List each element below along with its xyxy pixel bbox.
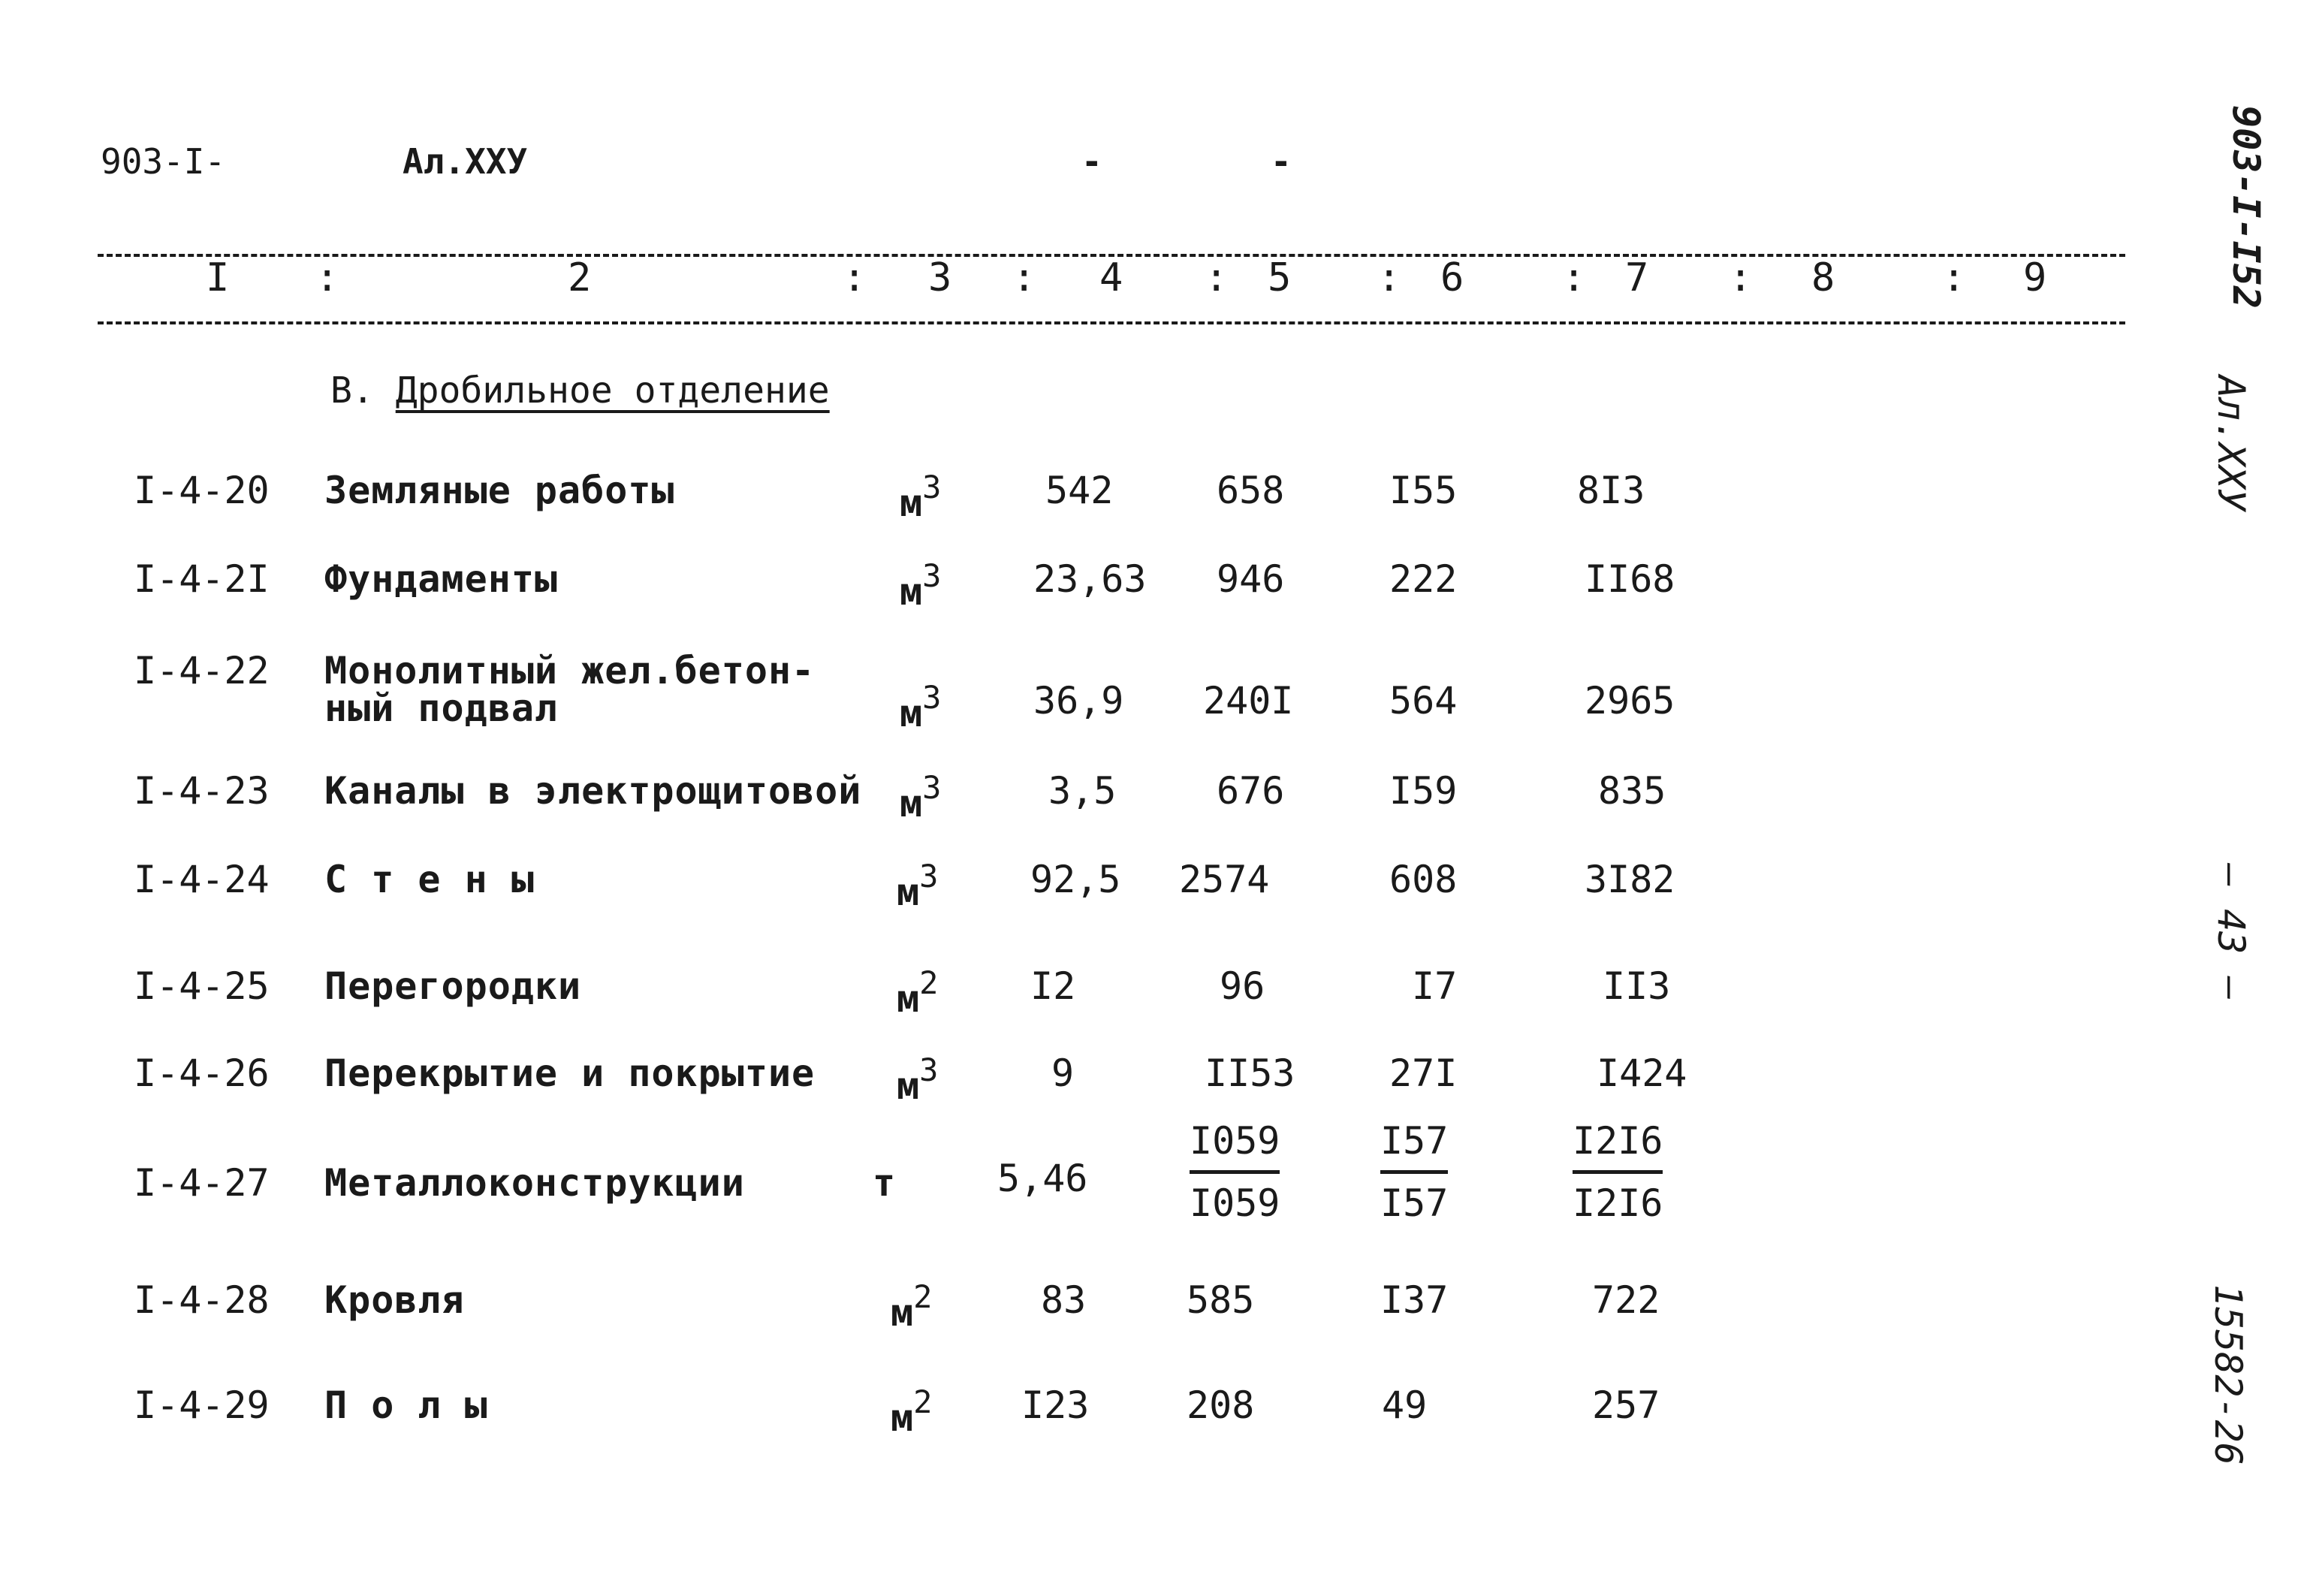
cost-column-5: 208 bbox=[1187, 1383, 1255, 1427]
item-code: I-4-22 bbox=[134, 649, 270, 692]
column-separator: : bbox=[1942, 255, 1966, 300]
unit: $м^3$ bbox=[900, 557, 942, 614]
cost-column-5: 585 bbox=[1187, 1278, 1255, 1322]
column-number-1: I bbox=[206, 255, 230, 300]
header-rule-bottom bbox=[98, 321, 2125, 324]
cost-column-7: 722 bbox=[1592, 1278, 1660, 1322]
item-code: I-4-29 bbox=[134, 1383, 270, 1427]
quantity: 9 bbox=[1051, 1051, 1075, 1095]
column-separator: : bbox=[843, 255, 867, 300]
unit: $м^2$ bbox=[897, 964, 939, 1021]
item-name: Металлоконструкции bbox=[324, 1161, 745, 1205]
section-title: Дробильное отделение bbox=[395, 370, 830, 412]
unit: $м^3$ bbox=[900, 769, 942, 825]
item-name: Перегородки bbox=[324, 964, 582, 1008]
cost-column-7: 3I82 bbox=[1585, 858, 1675, 901]
cost-column-7: $\frac{I2I6}{I2I6}$ bbox=[1573, 1119, 1663, 1225]
cost-column-5: 946 bbox=[1217, 557, 1285, 601]
header-dash-1: - bbox=[1081, 141, 1102, 182]
item-name: Каналы в электрощитовой bbox=[324, 769, 862, 813]
item-code: I-4-24 bbox=[134, 858, 270, 901]
margin-stamp: 903-I-I52 bbox=[2224, 105, 2268, 309]
cost-column-6: 49 bbox=[1382, 1383, 1428, 1427]
cost-column-6: I37 bbox=[1380, 1278, 1449, 1322]
cost-column-5: $\frac{I059}{I059}$ bbox=[1190, 1119, 1280, 1225]
column-separator: : bbox=[315, 255, 339, 300]
column-number-4: 4 bbox=[1099, 255, 1123, 300]
cost-column-7: II68 bbox=[1585, 557, 1675, 601]
cost-column-6: I59 bbox=[1389, 769, 1458, 813]
column-separator: : bbox=[1562, 255, 1586, 300]
table-row bbox=[0, 1278, 2178, 1346]
column-number-3: 3 bbox=[928, 255, 952, 300]
cost-column-7: 8I3 bbox=[1577, 469, 1645, 512]
unit: $м^3$ bbox=[897, 1051, 939, 1108]
column-number-8: 8 bbox=[1811, 255, 1835, 300]
cost-column-5: 676 bbox=[1217, 769, 1285, 813]
column-number-2: 2 bbox=[568, 255, 592, 300]
quantity: 83 bbox=[1041, 1278, 1087, 1322]
item-code: I-4-25 bbox=[134, 964, 270, 1008]
cost-column-6: 608 bbox=[1389, 858, 1458, 901]
table-row bbox=[0, 469, 2178, 536]
column-separator: : bbox=[1205, 255, 1229, 300]
column-number-7: 7 bbox=[1625, 255, 1649, 300]
quantity: I23 bbox=[1021, 1383, 1090, 1427]
table-row bbox=[0, 1119, 2178, 1242]
column-number-9: 9 bbox=[2023, 255, 2047, 300]
unit: $м^3$ bbox=[897, 858, 939, 914]
item-name-line-2: ный подвал bbox=[324, 686, 559, 730]
table-row bbox=[0, 649, 2178, 769]
cost-column-5: 2574 bbox=[1179, 858, 1270, 901]
item-code: I-4-27 bbox=[134, 1161, 270, 1205]
unit: $м^3$ bbox=[900, 469, 942, 525]
margin-album: Ал.ХХУ bbox=[2209, 376, 2253, 511]
unit: $м^2$ bbox=[891, 1278, 933, 1335]
item-name: П о л ы bbox=[324, 1383, 488, 1427]
column-separator: : bbox=[1012, 255, 1036, 300]
cost-column-6: I55 bbox=[1389, 469, 1458, 512]
cost-column-7: II3 bbox=[1603, 964, 1671, 1008]
item-code: I-4-2I bbox=[134, 557, 270, 601]
cost-column-6: $\frac{I57}{I57}$ bbox=[1380, 1119, 1449, 1225]
item-name-line-1: Монолитный жел.бетон- bbox=[324, 649, 816, 692]
quantity: 3,5 bbox=[1048, 769, 1117, 813]
item-code: I-4-20 bbox=[134, 469, 270, 512]
item-name: Перекрытие и покрытие bbox=[324, 1051, 816, 1095]
table-row bbox=[0, 1051, 2178, 1119]
column-separator: : bbox=[1729, 255, 1753, 300]
table-row bbox=[0, 1383, 2178, 1451]
quantity: I2 bbox=[1030, 964, 1076, 1008]
cost-column-7: I424 bbox=[1597, 1051, 1687, 1095]
unit: $м^3$ bbox=[900, 679, 942, 735]
cost-column-6: I7 bbox=[1412, 964, 1458, 1008]
table-row bbox=[0, 964, 2178, 1032]
cost-column-6: 27I bbox=[1389, 1051, 1458, 1095]
quantity: 36,9 bbox=[1033, 679, 1124, 723]
item-name: С т е н ы bbox=[324, 858, 535, 901]
page-number: — 43 — bbox=[2209, 864, 2253, 1000]
album-label: Ал.ХХУ bbox=[403, 141, 528, 182]
quantity: 23,63 bbox=[1033, 557, 1147, 601]
header-dash-2: - bbox=[1271, 141, 1292, 182]
cost-column-5: 240I bbox=[1203, 679, 1294, 723]
cost-column-5: 658 bbox=[1217, 469, 1285, 512]
item-name: Земляные работы bbox=[324, 469, 675, 512]
unit: $м^2$ bbox=[891, 1383, 933, 1440]
column-separator: : bbox=[1377, 255, 1401, 300]
cost-column-6: 564 bbox=[1389, 679, 1458, 723]
item-code: I-4-28 bbox=[134, 1278, 270, 1322]
table-row bbox=[0, 769, 2178, 837]
inventory-number: 15582-26 bbox=[2206, 1284, 2250, 1465]
column-number-5: 5 bbox=[1268, 255, 1292, 300]
quantity: 542 bbox=[1045, 469, 1114, 512]
quantity: 5,46 bbox=[997, 1157, 1088, 1200]
unit: т bbox=[873, 1161, 896, 1205]
item-name: Кровля bbox=[324, 1278, 465, 1322]
quantity: 92,5 bbox=[1030, 858, 1121, 901]
table-row bbox=[0, 557, 2178, 625]
table-row bbox=[0, 858, 2178, 925]
cost-column-5: 96 bbox=[1220, 964, 1265, 1008]
cost-column-7: 835 bbox=[1598, 769, 1666, 813]
cost-column-6: 222 bbox=[1389, 557, 1458, 601]
cost-column-5: II53 bbox=[1205, 1051, 1295, 1095]
column-number-6: 6 bbox=[1440, 255, 1464, 300]
item-name: Фундаменты bbox=[324, 557, 559, 601]
cost-column-7: 2965 bbox=[1585, 679, 1675, 723]
item-code: I-4-26 bbox=[134, 1051, 270, 1095]
item-code: I-4-23 bbox=[134, 769, 270, 813]
cost-column-7: 257 bbox=[1592, 1383, 1660, 1427]
section-heading bbox=[330, 370, 830, 412]
document-code: 903-I- bbox=[101, 141, 226, 182]
section-prefix: В. bbox=[330, 370, 374, 412]
